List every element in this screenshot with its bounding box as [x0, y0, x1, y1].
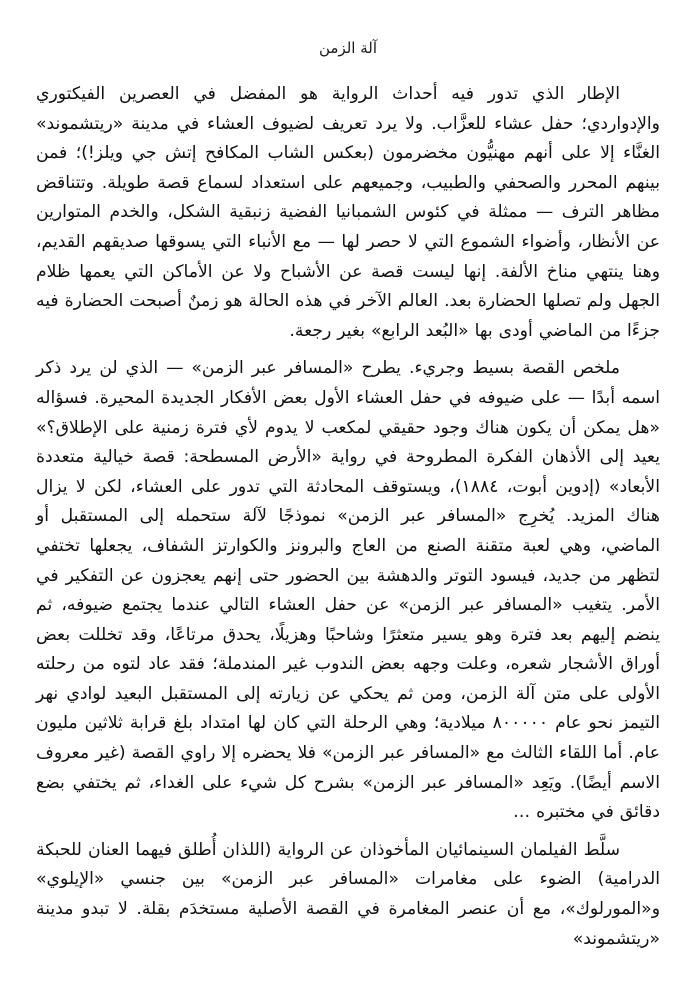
paragraph-3: سلَّط الفيلمان السينمائيان المأخوذان عن الرواية (اللذان أُطلق فيهما العنان للحبكة الدرامية) الضوء على مغامرات «المسافر عبر الزمن» بين جنسي «الإيلوي» و«المورلوك»، مع أن عنصر المغامرة في القصة الأصلية مستخدَم بقلة. لا تبدو مدينة «ريتشموند» [36, 839, 660, 949]
body-text [36, 80, 660, 954]
running-head: آلة الزمن [318, 39, 377, 57]
paragraph-1: الإطار الذي تدور فيه أحداث الرواية هو المفضل في العصرين الفيكتوري والإدواردي؛ حفل عشاء للعزَّاب. ولا يرد تعريف لضيوف العشاء في مدينة «ريتشموند» الغنَّاء إلا على أنهم مهنيُّون مخضرمون (بعكس الشاب المكافح إتش جي ويلز!)؛ فمن بينهم المحرر والصحفي والطبيب، وجميعهم على استعداد لسماع قصة طويلة. وتتناقض مظاهر الترف — ممثلة في كئوس الشمبانيا الفضية زنبقية الشكل، والخدم المتوارين عن الأنظار، وأضواء الشموع التي لا حصر لها — مع الأنباء التي يسوقها صديقهم القديم، وهنا ينتهي مناخ الألفة. إنها ليست قصة عن الأشباح ولا عن الأماكن التي يعمها ظلام الجهل ولم تصلها الحضارة بعد. العالم الآخر في هذه الحالة هو زمنٌ أصبحت الحضارة فيه جزءًا من الماضي أودى بها «البُعد الرابع» بغير رجعة. [36, 84, 660, 341]
paragraph-2: ملخص القصة بسيط وجريء. يطرح «المسافر عبر الزمن» — الذي لن يرد ذكر اسمه أبدًا — على ضيوفه في حفل العشاء الأول بعض الأفكار الجديدة المحيرة. فسؤاله «هل يمكن أن يكون هناك وجود حقيقي لمكعب لا يدوم لأي فترة زمنية على الإطلاق؟» يعيد إلى الأذهان الفكرة المطروحة في رواية «الأرض المسطحة: قصة خيالية متعددة الأبعاد» (إدوين أبوت، ١٨٨٤)، ويستوقف المحادثة التي تدور على العشاء، لكن لا يزال هناك المزيد. يُخرِج «المسافر عبر الزمن» نموذجًا لآلة ستحمله إلى المستقبل أو الماضي، وهي لعبة متقنة الصنع من العاج والبرونز والكوارتز الشفاف، يجعلها تختفي لتظهر من جديد، فيسود التوتر والدهشة بين الحضور حتى إنهم يعجزون عن التفكير في الأمر. يتغيب «المسافر عبر الزمن» عن حفل العشاء التالي عندما يجتمع ضيوفه، ثم ينضم إليهم بعد فترة وهو يسير متعثرًا وشاحبًا وهزيلًا، يحدق مرتاعًا، وقد تخللت بعض أوراق الأشجار شعره، وعلت وجهه بعض الندوب غير المندملة؛ فقد عاد لتوه من رحلته الأولى على متن آلة الزمن، ومن ثم يحكي عن زيارته إلى المستقبل البعيد لوادي نهر التيمز نحو عام ٨٠٠٠٠٠ ميلادية؛ وهي الرحلة التي كان لها امتداد بلغ قرابة ثلاثين مليون عام. أما اللقاء الثالث مع «المسافر عبر الزمن» فلا يحضره إلا راوي القصة (غير معروف الاسم أيضًا). ويَعِد «المسافر عبر الزمن» بشرح كل شيء على الغداء، ثم يختفي بضع دقائق في مختبره … [36, 358, 660, 823]
